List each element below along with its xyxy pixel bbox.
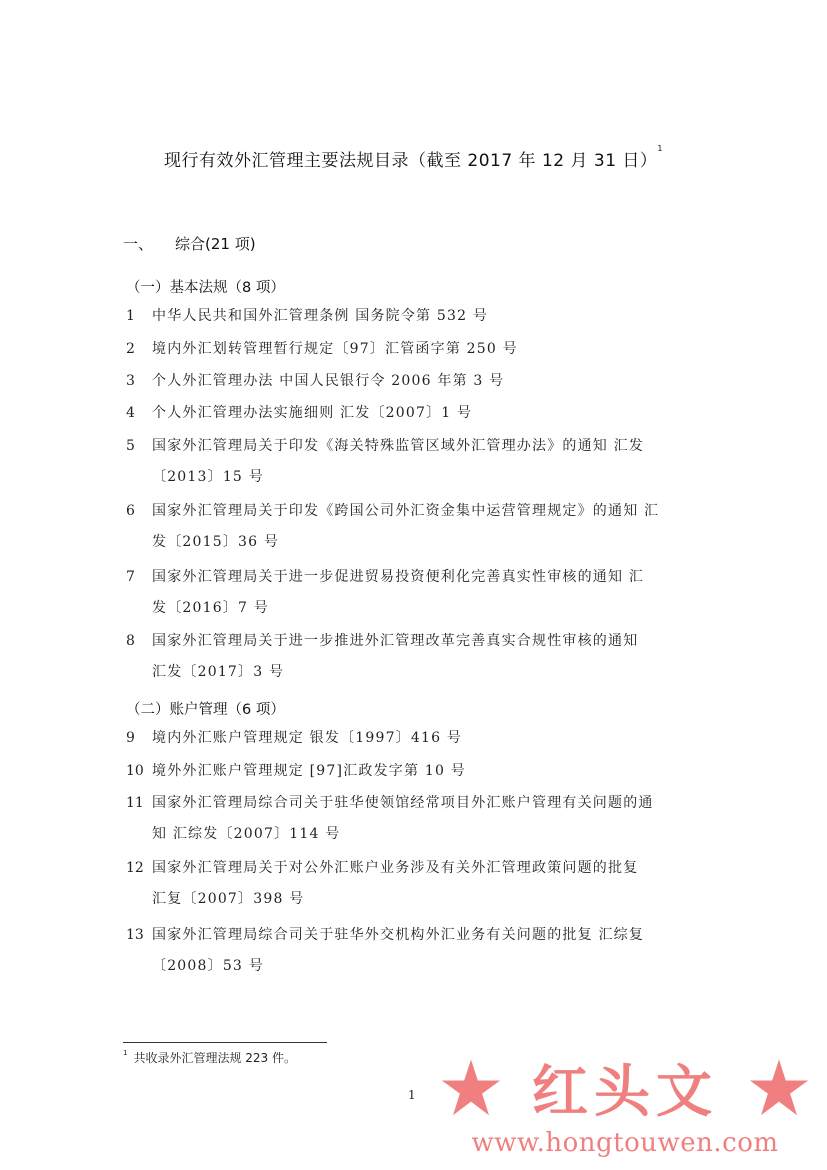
section-number: 一、 <box>123 235 154 253</box>
list-item <box>126 562 706 624</box>
item-text: 中华人民共和国外汇管理条例 国务院令第 532 号 <box>152 308 489 324</box>
list-item <box>126 301 706 332</box>
item-text-line-2: 发〔2015〕36 号 <box>152 534 280 550</box>
list-item <box>126 431 706 493</box>
watermark-text: 红头文 <box>532 1059 718 1125</box>
item-number: 5 <box>126 438 135 454</box>
section-label: 综合(21 项) <box>175 235 256 253</box>
item-number: 10 <box>126 763 144 779</box>
item-number: 8 <box>126 633 135 649</box>
item-text-line-2: 〔2008〕53 号 <box>152 958 264 974</box>
item-number: 2 <box>126 341 135 357</box>
item-text-line-1: 国家外汇管理局关于进一步推进外汇管理改革完善真实合规性审核的通知 <box>152 633 639 649</box>
footnote <box>123 1049 296 1066</box>
item-text-line-1: 国家外汇管理局综合司关于驻华外交机构外汇业务有关问题的批复 汇综复 <box>152 927 645 943</box>
section-heading-general <box>123 233 256 254</box>
item-text-line-2: 汇发〔2017〕3 号 <box>152 664 285 680</box>
item-text-line-2: 〔2013〕15 号 <box>152 469 264 485</box>
item-text: 境内外汇账户管理规定 银发〔1997〕416 号 <box>152 730 463 746</box>
item-text-line-1: 国家外汇管理局关于印发《海关特殊监管区域外汇管理办法》的通知 汇发 <box>152 438 645 454</box>
footnote-marker: 1 <box>123 1049 128 1057</box>
item-number: 1 <box>126 308 135 324</box>
item-number: 4 <box>126 405 135 421</box>
list-item <box>126 788 706 850</box>
item-number: 11 <box>126 795 144 811</box>
star-icon <box>440 1057 502 1119</box>
item-number: 7 <box>126 569 135 585</box>
item-text-line-1: 国家外汇管理局关于进一步促进贸易投资便利化完善真实性审核的通知 汇 <box>152 569 645 585</box>
item-number: 3 <box>126 373 135 389</box>
page-number: 1 <box>408 1088 416 1102</box>
list-item <box>126 334 706 365</box>
item-number: 12 <box>126 860 144 876</box>
list-item <box>126 756 706 787</box>
list-item <box>126 853 706 915</box>
subsection-heading-account-management: （二）账户管理（6 项） <box>126 702 285 718</box>
item-text: 境外外汇账户管理规定 [97]汇政发字第 10 号 <box>152 763 466 779</box>
document-title <box>0 146 827 171</box>
item-number: 13 <box>126 927 144 943</box>
item-text-line-1: 国家外汇管理局关于对公外汇账户业务涉及有关外汇管理政策问题的批复 <box>152 860 639 876</box>
document-title-text: 现行有效外汇管理主要法规目录（截至 2017 年 12 月 31 日） <box>163 151 658 171</box>
item-number: 9 <box>126 730 135 746</box>
item-text-line-1: 国家外汇管理局关于印发《跨国公司外汇资金集中运营管理规定》的通知 汇 <box>152 503 660 519</box>
item-text-line-2: 汇复〔2007〕398 号 <box>152 891 305 907</box>
title-footnote-ref[interactable]: 1 <box>657 144 664 153</box>
item-text: 个人外汇管理办法 中国人民银行令 2006 年第 3 号 <box>152 373 505 389</box>
list-item <box>126 920 706 982</box>
item-text-line-2: 知 汇综发〔2007〕114 号 <box>152 826 341 842</box>
item-text: 境内外汇划转管理暂行规定〔97〕汇管函字第 250 号 <box>152 341 518 357</box>
item-number: 6 <box>126 503 135 519</box>
list-item <box>126 366 706 397</box>
footnote-text: 共收录外汇管理法规 223 件。 <box>133 1051 297 1065</box>
footnote-divider <box>123 1042 327 1043</box>
item-text-line-2: 发〔2016〕7 号 <box>152 600 269 616</box>
list-item <box>126 496 706 558</box>
item-text-line-1: 国家外汇管理局综合司关于驻华使领馆经常项目外汇账户管理有关问题的通 <box>152 795 654 811</box>
watermark-url: www.hongtouwen.com <box>471 1128 779 1158</box>
list-item <box>126 723 706 754</box>
list-item <box>126 398 706 429</box>
watermark <box>440 1052 810 1162</box>
star-icon <box>748 1057 810 1119</box>
subsection-heading-basic-regulations: （一）基本法规（8 项） <box>126 280 285 296</box>
list-item <box>126 626 706 688</box>
item-text: 个人外汇管理办法实施细则 汇发〔2007〕1 号 <box>152 405 473 421</box>
